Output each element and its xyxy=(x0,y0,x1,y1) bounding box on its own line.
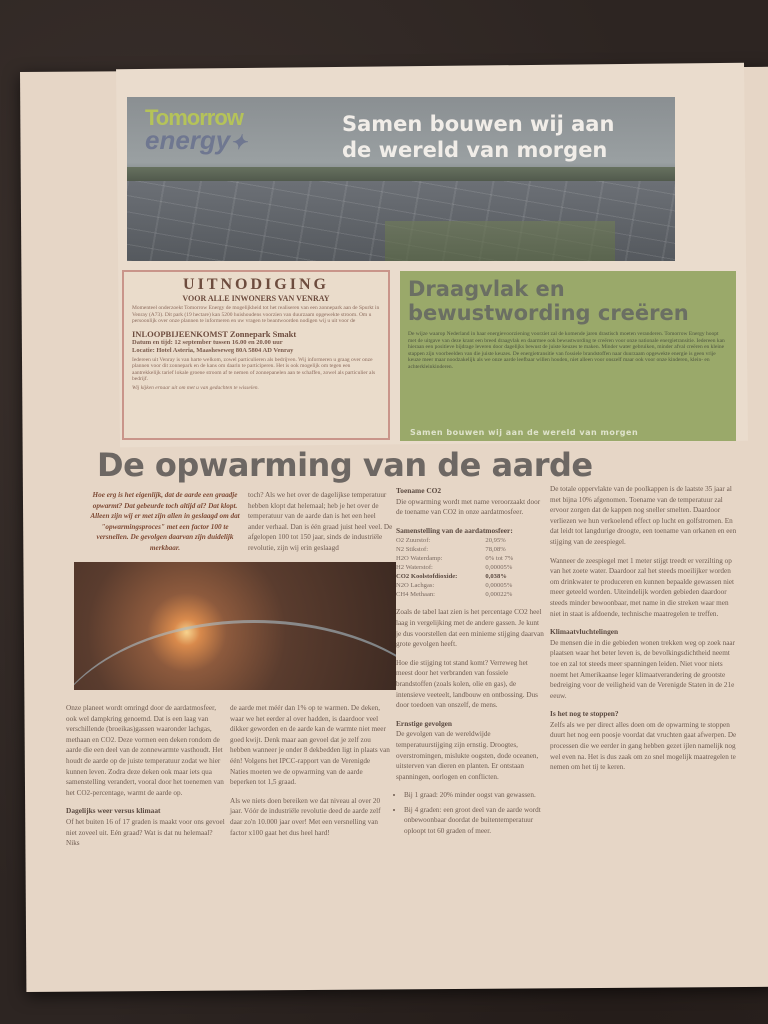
article-lead-column xyxy=(90,490,240,562)
invitation-subtitle: VOOR ALLE INWONERS VAN VENRAY xyxy=(182,294,330,303)
article-col4-heading2: Is het nog te stoppen? xyxy=(550,709,619,719)
article-col4-body: De totale oppervlakte van de poolkappen is de laatste 35 jaar al met bijna 10% afgenomen. Toename van de temperatuur zal ervoor zorgen dat de kappen nog sneller smelten. Daardoor verliezen we hun verkoelend effect op lucht en golfstromen. En dat leidt tot langdurige droogte, een toename van orkanen en een stijging van de zeespiegel. xyxy=(550,485,737,546)
article-col3-after-table: Zoals de tabel laat zien is het percentage CO2 heel laag in vergelijking met de andere gassen. Je kunt je dus voorstellen dat een minieme stijging daarvan grote gevolgen heeft. xyxy=(396,608,544,649)
table-row-highlight xyxy=(396,572,526,581)
atmosphere-table-title: Samenstelling van de aardatmosfeer: xyxy=(396,525,513,535)
earth-sunrise-image xyxy=(74,562,396,690)
table-cell-value: 78,08% xyxy=(485,546,506,554)
table-row xyxy=(396,581,526,590)
article-column-4 xyxy=(550,484,740,781)
hero-slogan xyxy=(342,111,614,163)
table-cell-value: 0,00022% xyxy=(485,591,513,599)
table-cell-gas: N2 Stikstof: xyxy=(396,546,429,554)
article-col2-body2: Als we niets doen bereiken we dat niveau al over 20 jaar. Vóór de industriële revolutie deed de aarde zelf daar zo'n 10.000 jaar over! Met een versnelling van factor x100 gaat het dus heel hard! xyxy=(230,796,381,837)
tomorrow-energy-logo xyxy=(145,105,247,156)
table-row xyxy=(396,545,526,554)
article-col3-heading2: Ernstige gevolgen xyxy=(396,718,453,728)
awareness-title: Draagvlak en bewustwording creëren xyxy=(408,277,689,325)
article-lead: Hoe erg is het eigenlijk, dat de aarde een graadje opwarmt? Dat gebeurde toch altijd al? Dat klopt. Alleen zijn wij er met zijn allen in geslaagd om dat "opwarmingsproces" met een factor 100 te versnellen. De gevolgen daarvan zijn duidelijk merkbaar. xyxy=(90,491,240,552)
article-col4-heading: Klimaatvluchtelingen xyxy=(550,627,619,637)
invitation-date: Datum en tijd: 12 september tussen 16.00 en 20.00 uur xyxy=(132,338,283,346)
article-col4-body3: De mensen die in die gebieden wonen trekken weg op zoek naar plaatsen waar het beter leven is, de bevolkingsdichtheid neemt toe en zal tot steeds meer spanningen leiden. Niet voor niets noemt het Amerikaanse leger klimaatverandering de grootste bedreiging voor de veiligheid van de Verenigde Staten in de 21e eeuw. xyxy=(550,638,736,700)
table-cell-value: 20,95% xyxy=(485,537,506,545)
list-item: • Bij 1 graad: 20% minder oogst van gewassen. xyxy=(404,790,544,801)
table-cell-gas: H2 Waterstof: xyxy=(396,564,433,572)
article-col2-body: de aarde met méér dan 1% op te warmen. De deken, waar we het eerder al over hadden, is daardoor veel dikker geworden en de aarde kan de warmte niet meer goed kwijt. Denk maar aan gevoel dat je zelf zou hebben wanneer je onder 8 dekbedden ligt in plaats van één! Volgens het IPCC-rapport van de Verenigde Naties moeten we de opwarming van de aarde beperken tot 1,5 graad. xyxy=(230,704,390,787)
table-cell-gas: CH4 Methaan: xyxy=(396,591,436,599)
article-col4-body2: Wanneer de zeespiegel met 1 meter stijgt treedt er verzilting op van het zoete water. Daardoor zal het steeds moeilijker worden om drinkwater te produceren en kunnen bepaalde gewassen niet meer geteeld worden. Uiteindelijk worden gebieden daardoor steeds minder bewoonbaar, met name in die streken waar men niet in staat is afdoende, technische maatregelen te treffen. xyxy=(550,556,735,618)
table-row xyxy=(396,563,526,572)
article-col3-body: Die opwarming wordt met name veroorzaakt door de toename van CO2 in onze aardatmosfeer. xyxy=(396,497,541,517)
article-col3-body3: De gevolgen van de wereldwijde temperatuurstijging zijn ernstig. Droogtes, overstromingen, mislukte oogsten, dode oceanen, uitsterven van dieren en planten. Er ontstaan spanningen, oorlogen en conflicten. xyxy=(396,730,539,781)
logo-energy-word: energy xyxy=(145,125,231,155)
list-item: • Bij 4 graden: een groot deel van de aarde wordt onbewoonbaar doordat de buitentemperatuur oploopt tot 60 graden of meer. xyxy=(404,805,544,837)
invitation-location: Locatie: Hotel Asteria, Maasheseweg 80A 5804 AD Venray xyxy=(132,346,294,354)
article-column-2 xyxy=(230,703,390,846)
article-col1-body: Onze planeet wordt omringd door de aardatmosfeer, ook wel dampkring genoemd. Dat is een laag van verschillende (broeikas)gassen waaronder lachgas, methaan en CO2. Deze vormen een deken rondom de aarde die een deel van de zonnewarmte vasthoudt. Het houdt de aarde op de juiste temperatuur zodat we hier kunnen leven. Zodra deze deken ook maar iets qua samenstelling verandert, vooral door het toenemen van het CO2-percentage, warmt de aarde op. xyxy=(66,704,224,797)
article-col1-heading: Dagelijks weer versus klimaat xyxy=(66,806,161,816)
awareness-slogan: Samen bouwen wij aan de wereld van morgen xyxy=(410,428,639,437)
treeline-image xyxy=(127,167,675,181)
table-cell-gas: N2O Lachgas: xyxy=(396,582,435,590)
consequences-list xyxy=(396,790,544,836)
awareness-body: De wijze waarop Nederland in haar energievoorziening voorziet zal de komende jaren drastisch moeten veranderen. Tomorrow Energy hoopt met de uitgave van deze krant een breed draagvlak en daarmee ook bewustwording te creëren voor onze nationale energietransitie. Iedereen kan hieraan een positieve bijdrage leveren door dagelijks bewust de juiste keuzes te maken. Minder water gebruiken, minder afval creëren en kleine stappen zijn voorbeelden van die juiste keuzes. De energietransitie van fossiele brandstoffen naar duurzaam opgewekte energie is geen vrije keuze meer maar noodzakelijk als we onze aarde leefbaar willen houden, niet alleen voor onszelf maar ook voor onze kinderen, klein- en achterkleinkinderen. xyxy=(408,331,725,370)
table-cell-value: 0,00005% xyxy=(485,564,513,572)
article-column-1 xyxy=(66,703,226,857)
hero-banner xyxy=(127,97,675,261)
grass-image xyxy=(385,221,615,261)
table-cell-gas: O2 Zuurstof: xyxy=(396,537,431,545)
table-row xyxy=(396,536,526,545)
invitation-body: Iedereen uit Venray is van harte welkom, zowel particulieren als bedrijven. Wij informeren u graag over onze plannen voor dit zonnepark en de kans om daarin te participeren. Het is ook mogelijk om tegen een aantrekkelijk tarief lokale groene stroom af te nemen of zonnepanelen aan te schaffen, zowel als particulier als bedrijf. xyxy=(132,356,376,382)
article-col2-top: toch? Als we het over de dagelijkse temperatuur hebben klopt dat helemaal; heb je het over de temperatuur van de aarde dan is het een heel ander verhaal. Dan is één graad juist heel veel. De afgelopen 100 tot 150 jaar, sinds de industriële revolutie, zijn wij erin geslaagd xyxy=(248,491,393,552)
table-row xyxy=(396,590,526,599)
table-cell-value: 0% tot 7% xyxy=(485,555,514,563)
invitation-closing: Wij kijken ernaar uit om met u van gedachten te wisselen. xyxy=(132,384,259,391)
hero-slogan-line-1: Samen bouwen wij aan xyxy=(342,112,615,136)
table-cell-gas: H2O Waterdamp: xyxy=(396,555,443,563)
logo-top-text: Tomorrow xyxy=(145,105,243,130)
invitation-box xyxy=(122,270,390,440)
article-col4-body4: Zelfs als we per direct alles doen om de opwarming te stoppen duurt het nog een poosje voordat dat vruchten gaat afwerpen. De processen die we eerder in gang hebben gezet ijlen namelijk nog wel even na. Het is dus zaak om zo snel mogelijk maatregelen te nemen om het tij te keren. xyxy=(550,720,737,772)
earth-horizon xyxy=(74,620,396,690)
article-column-3 xyxy=(396,486,544,841)
article-col3-heading: Toename CO2 xyxy=(396,486,442,495)
atmosphere-table xyxy=(396,536,526,599)
article-column-2-top xyxy=(248,490,393,562)
table-row xyxy=(396,554,526,563)
article-headline: De opwarming van de aarde xyxy=(97,446,593,484)
table-cell-value: 0,00005% xyxy=(485,582,513,590)
article-col3-body2: Hoe die stijging tot stand komt? Verreweg het meest door het verbranden van fossiele brandstoffen (zoals kolen, olie en gas), de intensieve veeteelt, landbouw en ontbossing. Dus door toedoen van onszelf, de mens. xyxy=(396,658,538,710)
sparkle-icon: ✦ xyxy=(230,132,248,154)
table-cell-gas: CO2 Koolstofdioxide: xyxy=(396,573,458,581)
invitation-intro: Momenteel onderzoekt Tomorrow Energy de mogelijkheid tot het realiseren van een zonnepark aan de Spurkt in Venray (A73). Dit park (19 hectare) kan 5200 huishoudens voorzien van duurzaam opgewekte stroom. Om u persoonlijk over onze plannen te informeren en uw vragen te beantwoorden nodigen wij u uit voor de xyxy=(132,305,380,324)
awareness-box xyxy=(400,271,736,441)
invitation-event: INLOOPBIJEENKOMST Zonnepark Smakt xyxy=(132,328,297,339)
article-col1-body2: Of het buiten 16 of 17 graden is maakt voor ons gevoel niet zoveel uit. Eén graad? Wat is dat nu helemaal? Niks xyxy=(66,817,225,848)
table-cell-value: 0,038% xyxy=(485,573,507,581)
hero-slogan-line-2: de wereld van morgen xyxy=(342,138,608,162)
invitation-title: UITNODIGING xyxy=(183,276,329,293)
